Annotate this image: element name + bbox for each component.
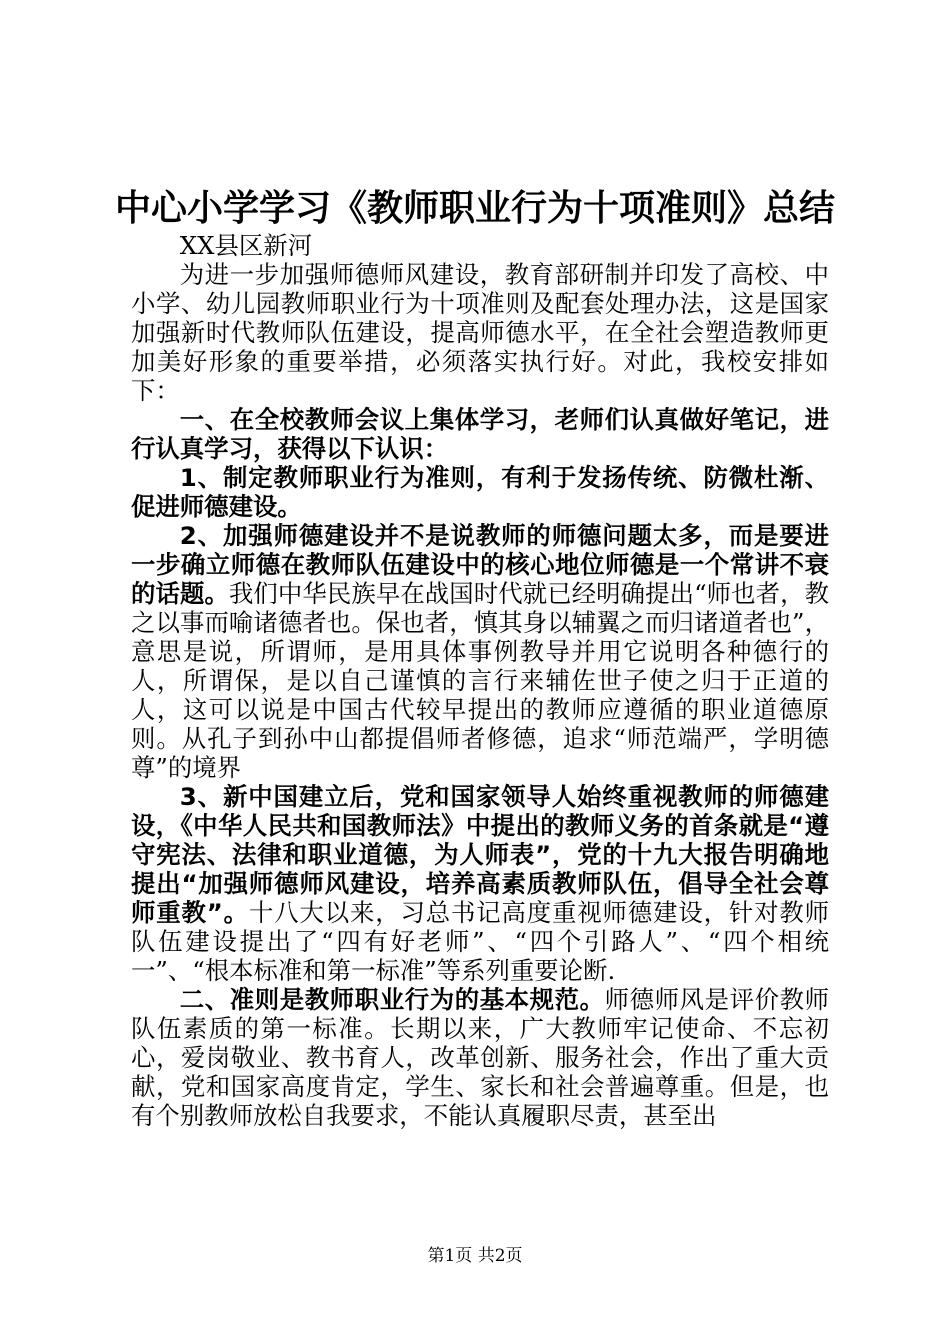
point-two-body: 我们中华民族早在战国时代就已经明确提出“师也者，教之以事而喻诸德者也。保也者，慎其身以辅翼之而归诸道者也”，意思是说，所谓师，是用具体事例教导并用它说明各种德行的人，所谓保，是以自己谨慎的言行来辅佐世子使之归于正道的人，这可以说是中国古代较早提出的教师应遵循的职业道德原则。从孔子到孙中山都提倡师者修德，追求“师范端严，学明德尊”的境界 — [131, 579, 829, 782]
point-three-body: 十八大以来，习总书记高度重视师德建设，针对教师队伍建设提出了“四有好老师”、“四个引路人”、“四个相统一”、“根本标准和第一标准”等系列重要论断. — [131, 898, 829, 985]
point-two-paragraph — [131, 521, 829, 782]
section-one-heading: 一、在全校教师会议上集体学习，老师们认真做好笔记，进行认真学习，获得以下认识： — [131, 405, 829, 463]
intro-paragraph: 为进一步加强师德师风建设，教育部研制并印发了高校、中小学、幼儿园教师职业行为十项准则及配套处理办法，这是国家加强新时代教师队伍建设，提高师德水平，在全社会塑造教师更加美好形象的重要举措，必须落实执行好。对此，我校安排如下： — [131, 260, 829, 405]
author-line: XX县区新河 — [179, 231, 313, 260]
section-two-paragraph — [131, 985, 829, 1130]
point-one-paragraph: 1、制定教师职业行为准则，有利于发扬传统、防微杜渐、促进师德建设。 — [131, 463, 829, 521]
section-two-body: 师德师风是评价教师队伍素质的第一标准。长期以来，广大教师牢记使命、不忘初心，爱岗敬业、教书育人，改革创新、服务社会，作出了重大贡献，党和国家高度肯定，学生、家长和社会普遍尊重。但是，也有个别教师放松自我要求，不能认真履职尽责，甚至出 — [131, 985, 829, 1130]
document-body — [131, 231, 829, 1130]
point-three-paragraph — [131, 782, 829, 985]
document-title: 中心小学学习《教师职业行为十项准则》总结 — [114, 187, 835, 229]
point-two-lead: 2、加强师德建设并不是说教师的师德问题太多，而是要进一步确立师德在教师队伍建设中的核心地位师德是一个常讲不衰的话题。 — [131, 521, 829, 608]
section-two-heading: 二、准则是教师职业行为的基本规范。 — [179, 985, 605, 1014]
point-three-lead: 3、新中国建立后，党和国家领导人始终重视教师的师德建设，《中华人民共和国教师法》中提出的教师义务的首条就是“遵守宪法、法律和职业道德，为人师表”，党的十九大报告明确地提出“加强师德师风建设，培养高素质教师队伍，倡导全社会尊师重教”。 — [131, 782, 829, 927]
page-footer: 第1页 共2页 — [427, 1246, 523, 1266]
